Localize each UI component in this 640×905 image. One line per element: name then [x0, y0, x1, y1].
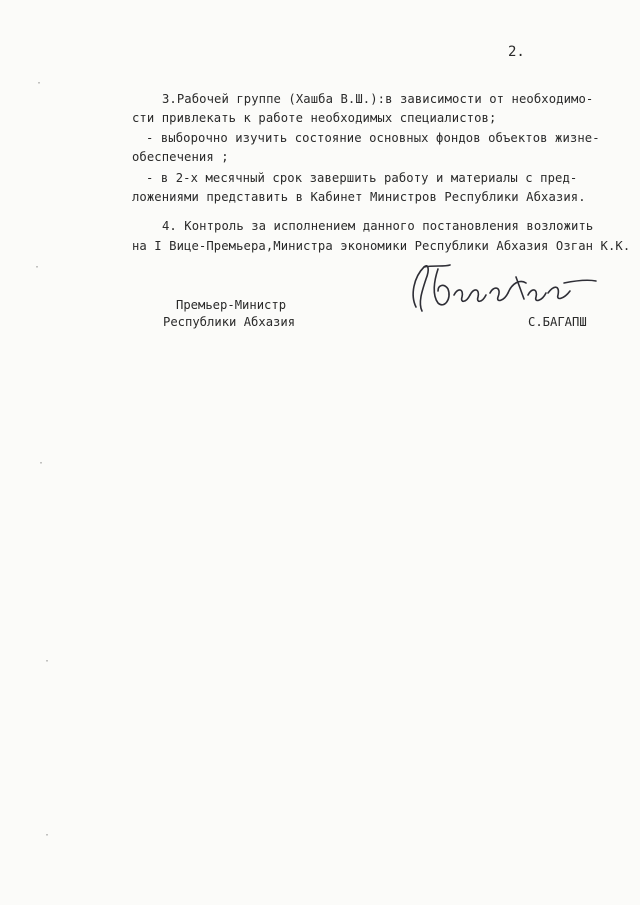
margin-mark: ·	[38, 458, 45, 469]
signatory-title-line2: Республики Абхазия	[163, 315, 296, 329]
body-line-5: - в 2-х месячный срок завершить работу и материалы с пред-	[146, 171, 578, 185]
margin-mark: ·	[44, 656, 51, 667]
margin-mark: ·	[44, 830, 51, 841]
body-line-2: сти привлекать к работе необходимых специалистов;	[132, 111, 497, 125]
handwritten-signature	[404, 255, 604, 325]
margin-mark: ·	[36, 78, 43, 89]
body-line-1: 3.Рабочей группе (Хашба В.Ш.):в зависимости от необходимо-	[162, 92, 594, 106]
body-line-4: обеспечения ;	[132, 150, 229, 164]
margin-mark: ·	[34, 262, 41, 273]
body-line-7: 4. Контроль за исполнением данного постановления возложить	[162, 219, 594, 233]
signatory-title-line1: Премьер-Министр	[176, 298, 287, 312]
page-number: 2.	[508, 44, 525, 60]
body-line-8: на I Вице-Премьера,Министра экономики Республики Абхазия Озган К.К.	[132, 239, 631, 253]
body-line-6: ложениями представить в Кабинет Министров Республики Абхазия.	[132, 190, 586, 204]
signatory-name: С.БАГАПШ	[528, 315, 587, 329]
body-line-3: - выборочно изучить состояние основных фондов объектов жизне-	[146, 131, 600, 145]
